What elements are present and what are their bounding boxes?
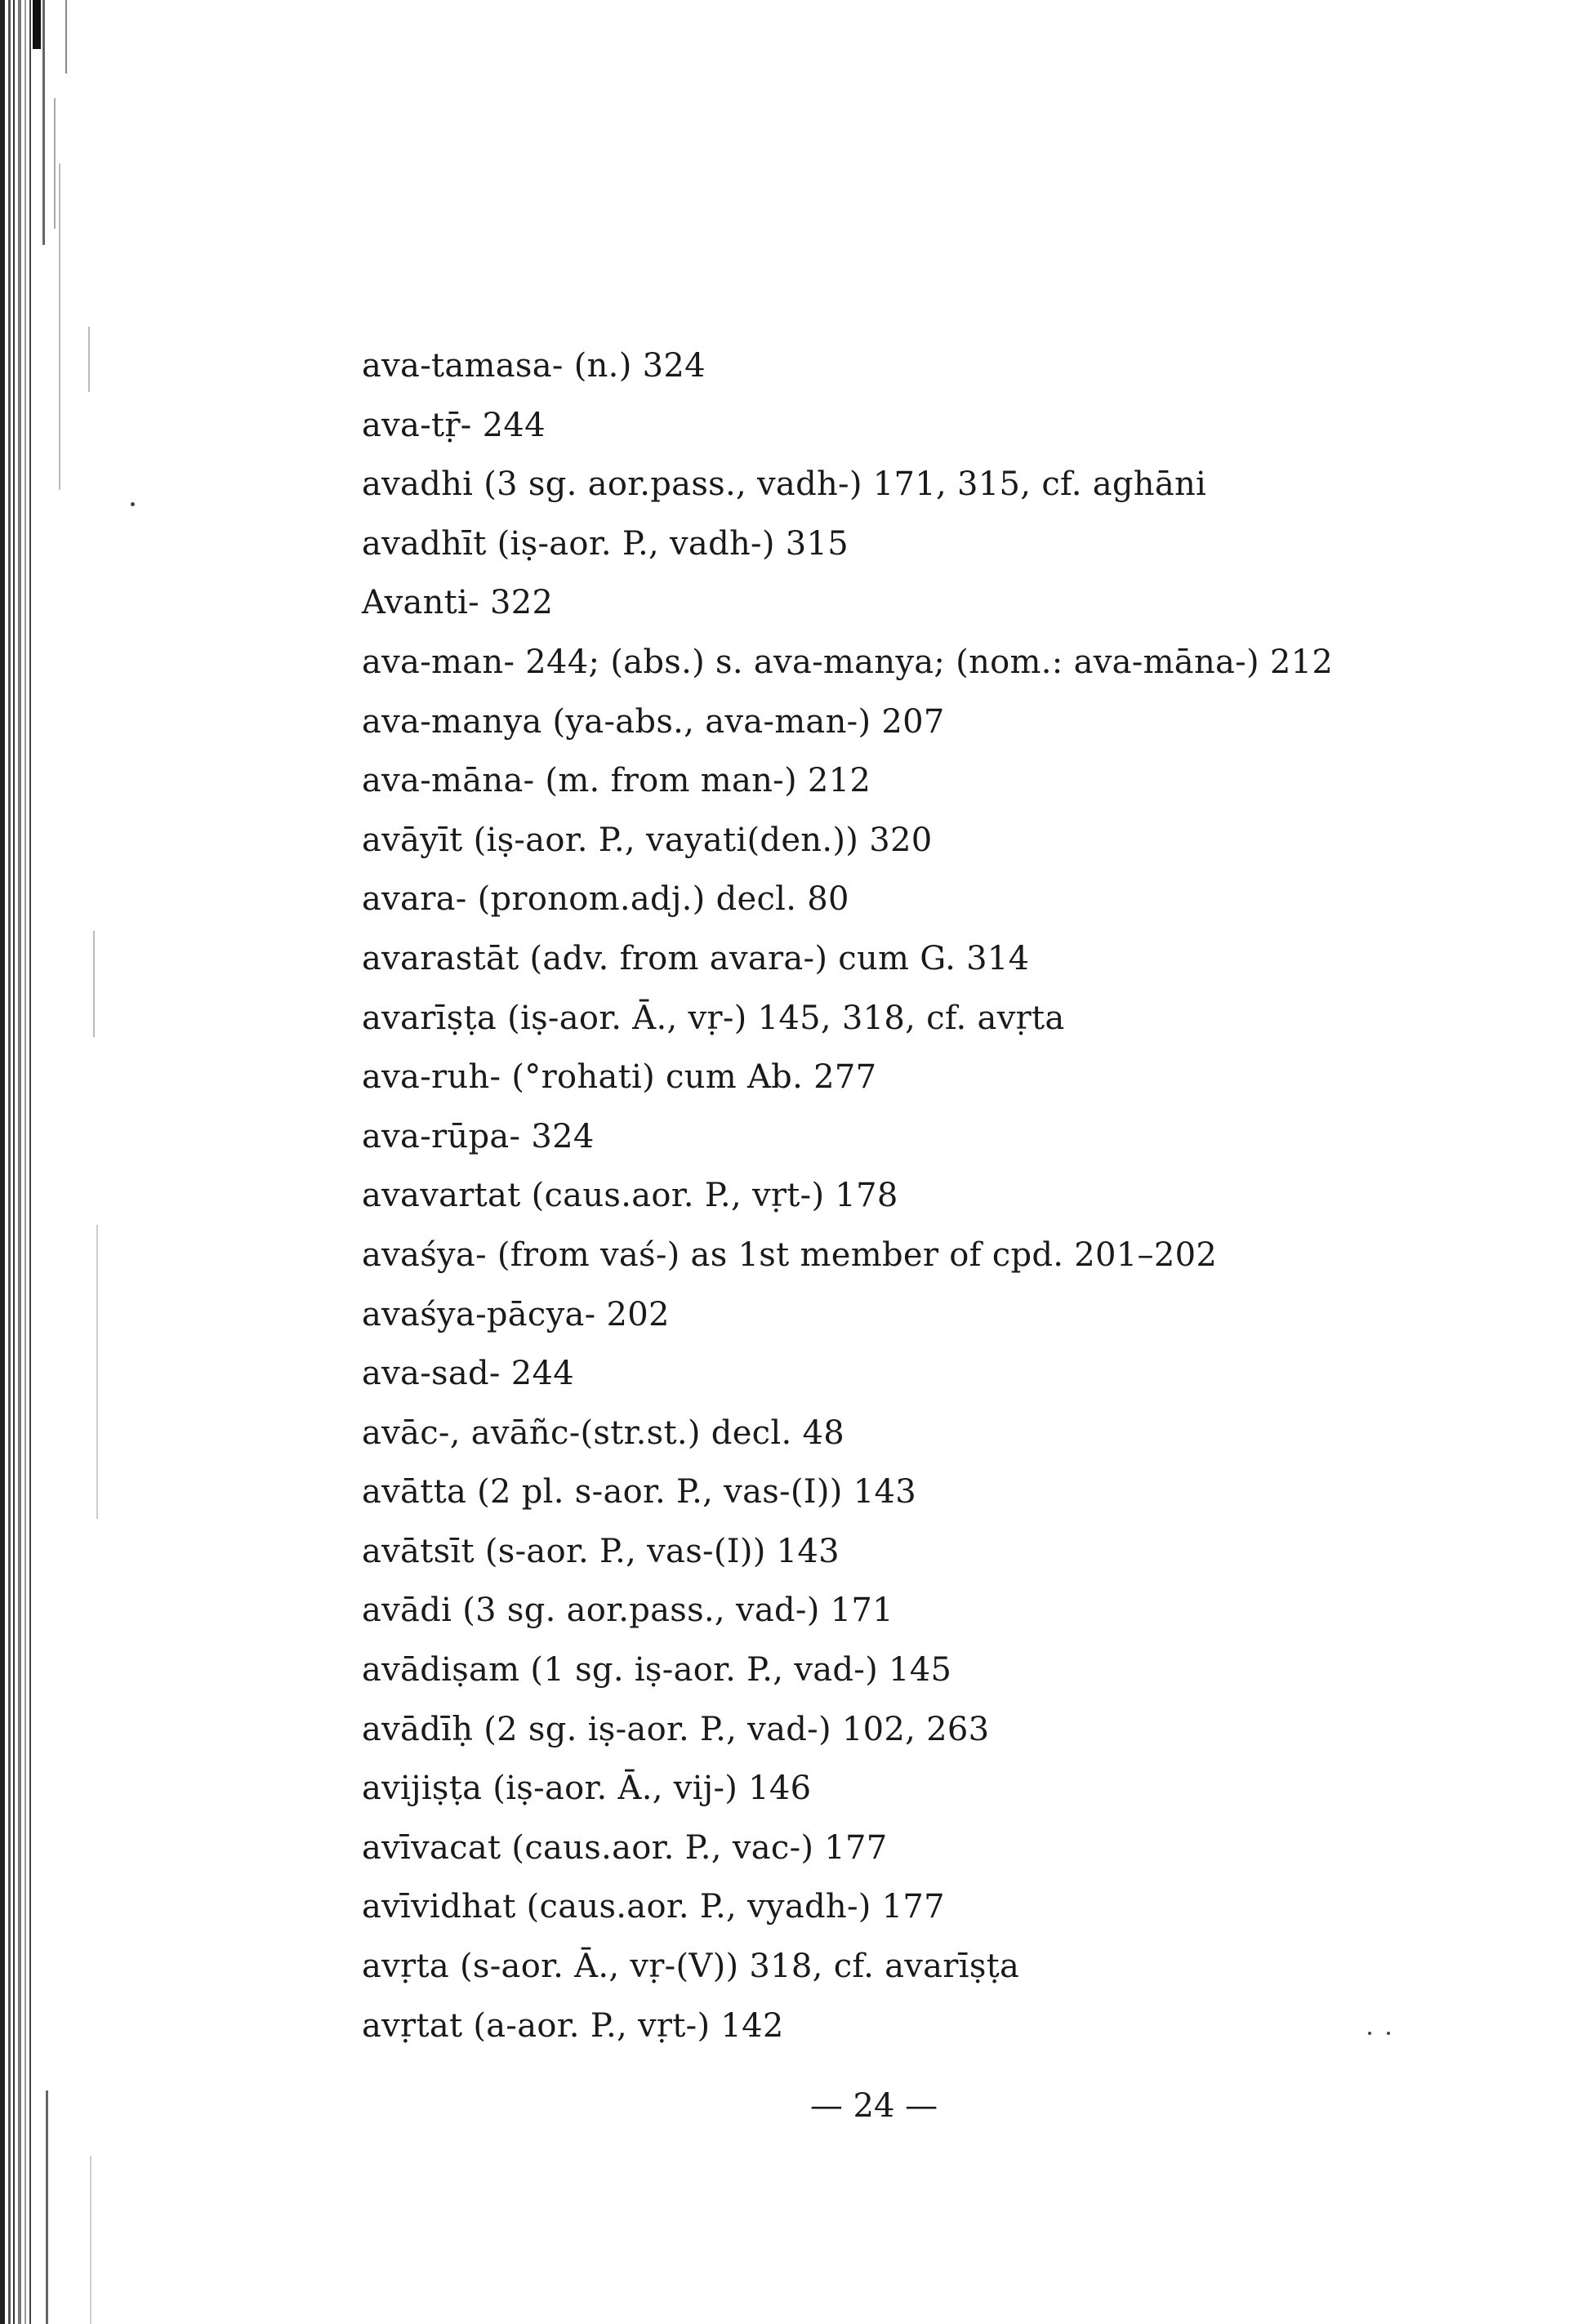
index-entry: ava-ruh- (°rohati) cum Ab. 277 (362, 1058, 877, 1097)
index-entry: avavartat (caus.aor. P., vṛt-) 178 (362, 1177, 898, 1215)
page-number: — 24 — (809, 2087, 938, 2125)
scan-speck (1387, 2032, 1390, 2035)
index-entry: avarastāt (adv. from avara-) cum G. 314 (362, 939, 1030, 977)
index-entry: ava-tamasa- (n.) 324 (362, 347, 706, 385)
index-entry: avādi (3 sg. aor.pass., vad-) 171 (362, 1592, 894, 1630)
binding-edge-shadow (0, 0, 106, 2324)
index-entry: avadhīt (iṣ-aor. P., vadh-) 315 (362, 524, 849, 563)
index-entry: avadhi (3 sg. aor.pass., vadh-) 171, 315, cf. aghāni (362, 465, 1207, 504)
index-entry: ava-rūpa- 324 (362, 1117, 595, 1155)
index-entry: avīvidhat (caus.aor. P., vyadh-) 177 (362, 1888, 945, 1926)
index-entry: avāyīt (iṣ-aor. P., vayati(den.)) 320 (362, 821, 933, 859)
index-entry: avāc-, avāñc-(str.st.) decl. 48 (362, 1414, 845, 1452)
index-entry: avaśya-pācya- 202 (362, 1295, 670, 1333)
index-entry: avīvacat (caus.aor. P., vac-) 177 (362, 1828, 888, 1867)
index-entry: ava-māna- (m. from man-) 212 (362, 762, 871, 800)
index-entry: avādīḥ (2 sg. iṣ-aor. P., vad-) 102, 263 (362, 1710, 990, 1748)
scan-speck (131, 502, 135, 506)
index-entry: avādiṣam (1 sg. iṣ-aor. P., vad-) 145 (362, 1651, 952, 1690)
index-entry: ava-manya (ya-abs., ava-man-) 207 (362, 702, 945, 741)
index-entry: avṛta (s-aor. Ā., vṛ-(V)) 318, cf. avarīṣṭa (362, 1948, 1020, 1986)
index-entry: avātta (2 pl. s-aor. P., vas-(I)) 143 (362, 1473, 916, 1511)
index-entry: avara- (pronom.adj.) decl. 80 (362, 880, 849, 919)
scan-speck (1368, 2032, 1371, 2035)
index-entry: avijiṣṭa (iṣ-aor. Ā., vij-) 146 (362, 1770, 812, 1808)
index-entry: avaśya- (from vaś-) as 1st member of cpd. 201–202 (362, 1235, 1218, 1274)
index-entry: ava-sad- 244 (362, 1355, 574, 1393)
index-entry: avarīṣṭa (iṣ-aor. Ā., vṛ-) 145, 318, cf. avṛta (362, 999, 1065, 1037)
index-entry: Avanti- 322 (362, 584, 554, 622)
index-entry: ava-man- 244; (abs.) s. ava-manya; (nom.: ava-māna-) 212 (362, 643, 1334, 681)
index-entry-list (362, 336, 1333, 2055)
index-entry: avṛtat (a-aor. P., vṛt-) 142 (362, 2006, 784, 2045)
index-entry: ava-tṝ- 244 (362, 406, 546, 444)
index-entry: avātsīt (s-aor. P., vas-(I)) 143 (362, 1532, 840, 1570)
